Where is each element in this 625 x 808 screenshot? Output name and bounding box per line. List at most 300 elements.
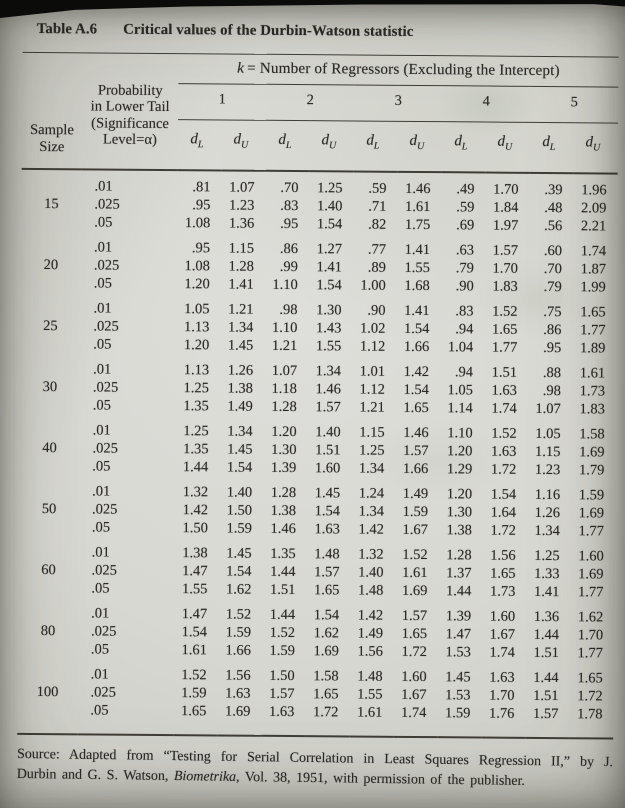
sample-size-value: 40 (42, 440, 57, 457)
critical-value: .82 (368, 216, 387, 233)
k-header-text: = Number of Regressors (Excluding the Intercept) (247, 59, 560, 80)
critical-value: 1.59 (269, 642, 295, 660)
d-symbol: d (366, 132, 374, 149)
k-column-1: 1 (178, 84, 266, 121)
critical-value: 1.04 (447, 339, 474, 356)
critical-value: 1.69 (401, 582, 428, 600)
critical-value: 1.66 (225, 642, 251, 659)
critical-value: 1.76 (488, 705, 515, 722)
significance-level-value: .01 (94, 178, 113, 195)
sample-size-value (18, 579, 78, 597)
critical-value: 1.65 (490, 565, 516, 582)
critical-value: 1.15 (228, 240, 255, 257)
critical-value: 1.41 (404, 241, 431, 259)
sample-size-header: Sample Size (22, 52, 83, 169)
dL-header-k4 (442, 122, 486, 173)
critical-value: 1.63 (314, 521, 340, 538)
critical-value: 1.77 (578, 523, 604, 540)
critical-value: 1.65 (313, 582, 340, 599)
k-regressors-header (178, 54, 618, 87)
critical-value: 1.54 (313, 607, 340, 624)
critical-value: .95 (280, 215, 299, 233)
critical-value: 1.01 (359, 363, 386, 380)
critical-value: 1.05 (447, 382, 474, 399)
sample-size-value (21, 292, 81, 317)
critical-value: 1.44 (533, 626, 560, 644)
source-note (17, 745, 613, 792)
significance-level-value: .01 (92, 483, 111, 500)
table-number: Table A.6 (36, 20, 98, 38)
critical-value: 1.70 (492, 260, 518, 277)
critical-value: .79 (543, 278, 562, 296)
critical-value: 1.34 (358, 503, 385, 520)
critical-value: 1.28 (446, 547, 472, 564)
critical-value: .59 (368, 180, 387, 197)
significance-level-value: .025 (93, 318, 119, 335)
significance-level-value: .025 (90, 623, 117, 640)
critical-value: 1.52 (402, 546, 428, 564)
critical-value: 1.47 (181, 606, 208, 623)
critical-value: 1.36 (533, 608, 560, 626)
critical-value: 1.28 (270, 484, 297, 502)
critical-value: 1.54 (316, 277, 342, 294)
dL-header-k1 (178, 120, 222, 171)
critical-value: .95 (543, 339, 562, 357)
critical-value: 1.65 (313, 686, 339, 703)
critical-value: 1.54 (181, 624, 208, 641)
critical-value: 1.96 (581, 182, 607, 199)
critical-value: 1.74 (580, 243, 607, 260)
durbin-watson-table (17, 52, 618, 740)
critical-value: 1.49 (227, 398, 253, 415)
d-subscript: L (549, 142, 556, 154)
critical-value: 1.77 (577, 645, 604, 662)
critical-value: 1.59 (181, 685, 207, 702)
critical-value: 1.07 (271, 362, 298, 380)
critical-value: 1.45 (227, 337, 254, 354)
critical-value: .88 (542, 364, 562, 382)
critical-value: 1.50 (269, 667, 295, 685)
critical-value: 1.74 (489, 644, 515, 661)
critical-value: 1.35 (183, 441, 209, 458)
critical-value: 1.54 (226, 563, 252, 580)
k-column-4: 4 (442, 86, 530, 123)
critical-value: 1.08 (184, 258, 210, 275)
critical-value: 1.05 (535, 425, 561, 443)
page-content (17, 0, 619, 789)
significance-level-value: .025 (90, 684, 117, 701)
critical-value: 1.34 (227, 423, 253, 440)
critical-value: 1.47 (182, 563, 208, 580)
critical-value: 1.54 (226, 459, 253, 476)
critical-value: 1.69 (313, 643, 339, 660)
d-symbol: d (409, 132, 418, 149)
critical-value: 1.13 (183, 319, 210, 336)
critical-value: 1.16 (534, 486, 561, 504)
d-subscript: L (461, 141, 468, 153)
table-caption: Critical values of the Durbin-Watson statistic (123, 21, 414, 40)
critical-value: 2.09 (581, 200, 607, 217)
critical-value: 1.51 (315, 442, 341, 459)
d-subscript: U (592, 142, 601, 154)
critical-value: .59 (456, 199, 475, 216)
critical-value: 1.23 (534, 461, 561, 479)
critical-value: 1.59 (226, 520, 252, 537)
critical-value: 1.59 (444, 705, 471, 722)
critical-value: 1.84 (492, 199, 519, 216)
source-line-2-text: Durbin and G. S. Watson, (16, 766, 175, 784)
significance-level-value: .01 (91, 605, 110, 622)
significance-level-value: .05 (93, 336, 112, 353)
critical-value: 1.99 (580, 279, 606, 296)
critical-value: 1.57 (314, 564, 340, 581)
critical-value: 1.08 (184, 215, 211, 232)
critical-value: 1.56 (357, 643, 383, 660)
critical-value: 1.72 (577, 688, 603, 705)
critical-value: 1.34 (534, 522, 560, 540)
critical-value: .95 (192, 197, 211, 214)
sample-size-value (19, 518, 79, 536)
critical-value: .86 (543, 321, 562, 339)
critical-value: 1.51 (269, 581, 296, 599)
d-symbol: d (585, 134, 594, 151)
critical-value: 1.38 (446, 522, 472, 539)
critical-value: .99 (279, 258, 298, 276)
critical-value: 1.38 (270, 502, 297, 520)
critical-value: .83 (455, 303, 474, 320)
critical-value: 1.12 (359, 381, 386, 398)
probability-header: Probability in Lower Tail (Significance Level=α) (82, 53, 179, 170)
k-column-2: 2 (266, 84, 354, 121)
critical-value: 1.42 (182, 502, 209, 519)
critical-value: .56 (544, 217, 563, 235)
critical-value: 1.61 (404, 198, 431, 216)
critical-value: 1.25 (317, 180, 343, 197)
critical-value: 1.63 (491, 443, 517, 460)
significance-level-value: .05 (91, 580, 110, 597)
critical-value: 1.58 (579, 426, 605, 443)
critical-value: 1.20 (183, 337, 210, 354)
significance-level-value: .025 (93, 257, 120, 274)
sample-size-value: 50 (41, 501, 57, 518)
significance-level-value: .05 (91, 519, 111, 536)
critical-value: 1.70 (577, 627, 604, 644)
critical-value: 1.74 (400, 704, 427, 722)
critical-value: 1.54 (403, 381, 430, 399)
critical-value: 1.23 (228, 197, 255, 214)
critical-value: 1.57 (492, 242, 519, 259)
critical-value: 1.59 (402, 503, 429, 521)
critical-value: 1.55 (315, 338, 342, 355)
critical-value: 1.67 (489, 626, 516, 643)
sample-size-value (20, 414, 80, 439)
critical-value: .70 (280, 179, 299, 197)
critical-value: 1.54 (403, 320, 430, 338)
sample-size-value (19, 457, 79, 475)
critical-value: 1.40 (315, 424, 341, 441)
significance-level-value: .05 (94, 214, 113, 231)
dU-header-k1 (222, 120, 266, 171)
significance-level-value: .025 (92, 379, 119, 396)
sample-size-value: 80 (40, 623, 56, 640)
critical-value: 1.63 (491, 382, 518, 399)
critical-value: 1.34 (315, 363, 342, 380)
critical-value: 1.61 (579, 365, 606, 382)
significance-level-value: .025 (91, 501, 118, 518)
critical-value: 1.39 (270, 459, 297, 477)
sample-size-value: 20 (43, 257, 59, 274)
critical-value: 1.42 (403, 363, 430, 381)
critical-value: 1.29 (446, 461, 473, 478)
critical-value: .81 (192, 179, 211, 196)
critical-value: 1.44 (269, 606, 296, 624)
critical-value: .70 (543, 260, 562, 278)
critical-value: 1.07 (535, 400, 561, 418)
critical-value: 1.35 (183, 398, 209, 415)
critical-value: 1.57 (532, 705, 559, 723)
critical-value: 1.44 (445, 583, 472, 600)
d-subscript: U (328, 140, 337, 152)
critical-value: 1.63 (489, 669, 515, 686)
critical-value: 1.20 (271, 423, 297, 441)
significance-level-value: .05 (92, 458, 111, 475)
significance-level-value: .01 (93, 239, 113, 256)
critical-value: 1.34 (227, 319, 254, 336)
critical-value: 1.65 (577, 670, 603, 687)
sample-size-value: 100 (36, 684, 59, 701)
sample-size-value (19, 536, 79, 561)
critical-value: 1.70 (493, 181, 519, 198)
data-row (17, 701, 613, 739)
sample-size-value (18, 640, 78, 658)
critical-value: 1.02 (359, 320, 386, 337)
critical-value: .98 (542, 382, 562, 400)
sample-size-value (20, 335, 80, 353)
critical-value: 1.60 (401, 668, 427, 686)
critical-value: 1.52 (492, 303, 518, 320)
critical-value: 1.46 (403, 424, 429, 442)
critical-value: 1.72 (401, 643, 427, 661)
critical-value: 1.21 (271, 337, 298, 355)
sample-size-value (20, 396, 80, 414)
critical-value: 1.28 (228, 258, 254, 275)
critical-value: .63 (455, 242, 475, 259)
critical-value: 1.65 (401, 625, 428, 643)
critical-value: 1.51 (533, 644, 559, 662)
critical-value: 1.74 (491, 400, 517, 417)
significance-level-value: .025 (91, 562, 117, 579)
critical-value: 1.70 (489, 687, 515, 704)
d-symbol: d (454, 133, 462, 150)
dU-header-k3 (398, 121, 442, 172)
critical-value: 1.77 (578, 584, 604, 601)
critical-value: .69 (456, 217, 475, 234)
d-subscript: U (416, 140, 425, 153)
significance-level-value: .01 (90, 666, 109, 683)
critical-value: 1.66 (402, 460, 429, 478)
critical-value: .83 (280, 197, 299, 215)
critical-value: 1.35 (270, 545, 296, 563)
critical-value: 1.53 (445, 644, 471, 661)
critical-value: 1.59 (578, 487, 605, 504)
d-subscript: U (504, 141, 513, 153)
critical-value: 1.34 (358, 460, 385, 477)
k-column-3: 3 (354, 85, 442, 122)
critical-value: .90 (455, 278, 474, 295)
dL-header-k2 (266, 120, 310, 171)
critical-value: 1.55 (357, 686, 383, 703)
sample-size-value: 25 (43, 318, 58, 335)
critical-value: 1.45 (227, 441, 253, 458)
critical-value: 1.73 (489, 583, 516, 600)
critical-value: 1.69 (224, 703, 251, 720)
sample-size-value: 60 (41, 562, 56, 579)
critical-value: 1.37 (446, 565, 472, 582)
critical-value: 1.32 (182, 484, 209, 501)
dU-header-k2 (310, 121, 354, 172)
critical-value: 1.44 (270, 563, 296, 581)
critical-value: .48 (544, 199, 563, 217)
critical-value: 1.54 (490, 486, 517, 503)
critical-value: 1.44 (533, 669, 559, 687)
critical-value: 1.83 (492, 278, 518, 295)
critical-value: 1.87 (580, 261, 607, 278)
sample-size-value (18, 658, 78, 683)
critical-value: 1.15 (359, 424, 385, 441)
critical-value: 1.83 (579, 401, 605, 418)
critical-value: 1.45 (226, 545, 252, 562)
critical-value: 1.52 (491, 425, 517, 442)
critical-value: 1.27 (316, 241, 343, 258)
critical-value: 1.54 (314, 503, 341, 520)
critical-value: 1.77 (580, 322, 606, 339)
critical-value: .94 (454, 364, 474, 381)
critical-value: 1.56 (490, 547, 516, 564)
critical-value: .60 (543, 242, 563, 260)
critical-value: 1.89 (579, 340, 606, 357)
critical-value: 1.68 (404, 277, 430, 295)
critical-value: 1.33 (534, 565, 560, 583)
critical-value: .49 (456, 181, 475, 198)
critical-value: 1.62 (577, 609, 604, 626)
critical-value: 1.48 (314, 546, 340, 563)
critical-value: 1.60 (489, 608, 516, 625)
critical-value: 1.50 (182, 520, 208, 537)
d-subscript: L (373, 140, 380, 152)
dL-header-k5 (530, 122, 574, 173)
critical-value: 1.46 (270, 520, 296, 538)
critical-value: 1.25 (183, 380, 210, 397)
critical-value: 1.48 (357, 668, 383, 685)
significance-level-value: .05 (90, 702, 109, 719)
critical-value: 1.51 (491, 364, 518, 381)
critical-value: 1.14 (447, 400, 473, 417)
critical-value: 1.72 (312, 704, 339, 721)
critical-value: 1.52 (181, 667, 207, 684)
critical-value: 1.41 (404, 302, 430, 320)
critical-value: 1.41 (316, 259, 342, 276)
critical-value: 1.55 (181, 581, 208, 598)
critical-value: 1.78 (577, 706, 603, 723)
critical-value: 1.65 (403, 399, 429, 417)
critical-value: 1.67 (402, 521, 428, 539)
significance-level-value: .01 (92, 422, 111, 439)
significance-level-value: .05 (93, 275, 112, 292)
critical-value: 1.13 (183, 362, 210, 379)
critical-value: 1.47 (445, 626, 472, 643)
critical-value: 1.64 (490, 504, 517, 521)
sample-size-value (17, 701, 77, 734)
critical-value: 1.55 (404, 259, 430, 277)
critical-value: 1.41 (533, 583, 560, 601)
critical-value: 1.66 (403, 338, 430, 356)
sample-size-value (19, 475, 79, 500)
critical-value: 1.57 (403, 442, 429, 460)
critical-value: 2.21 (580, 218, 607, 235)
critical-value: .77 (367, 241, 387, 258)
critical-value: 1.52 (225, 606, 252, 623)
d-subscript: L (285, 139, 292, 152)
critical-value: 1.21 (359, 399, 385, 416)
critical-value: .94 (455, 321, 474, 338)
critical-value: 1.50 (226, 502, 253, 519)
critical-value: 1.63 (225, 685, 251, 702)
critical-value: 1.60 (314, 460, 341, 477)
critical-value: 1.10 (271, 319, 298, 337)
critical-value: 1.51 (533, 687, 559, 705)
critical-value: 1.60 (578, 548, 604, 565)
critical-value: 1.20 (184, 276, 210, 293)
critical-value: 1.61 (402, 564, 428, 582)
source-line-1: Source: Adapted from “Testing for Serial Correlation in Least Squares Regression II,” by J. (16, 746, 614, 771)
critical-value: 1.40 (316, 198, 343, 215)
critical-value: 1.69 (579, 444, 605, 461)
critical-value: 1.65 (180, 703, 207, 720)
critical-value: 1.18 (271, 380, 298, 398)
critical-value: 1.62 (225, 581, 252, 598)
critical-value: 1.42 (358, 521, 384, 538)
critical-value: 1.53 (445, 687, 471, 704)
critical-value: 1.67 (401, 686, 427, 704)
d-symbol: d (278, 131, 286, 148)
d-symbol: d (233, 131, 242, 148)
critical-value: 1.58 (313, 668, 339, 685)
critical-value: 1.45 (314, 485, 341, 502)
critical-value: 1.79 (578, 462, 605, 479)
critical-value: 1.75 (404, 216, 431, 234)
k-symbol: k (237, 59, 245, 77)
critical-value: 1.12 (359, 338, 386, 355)
critical-value: 1.49 (402, 485, 429, 503)
significance-level-value: .01 (91, 544, 110, 561)
critical-value: 1.30 (316, 302, 342, 319)
critical-value: 1.72 (490, 522, 516, 539)
source-line-2-tail: , Vol. 38, 1951, with permission of the publisher. (236, 769, 526, 789)
sample-size-value (21, 274, 81, 292)
critical-value: 1.48 (357, 582, 384, 599)
sample-size-value: 30 (42, 379, 58, 396)
critical-value: 1.21 (228, 301, 254, 318)
critical-value: 1.73 (579, 383, 606, 400)
critical-value: 1.25 (359, 442, 385, 459)
significance-level-value: .01 (93, 361, 112, 378)
critical-value: 1.57 (269, 685, 295, 703)
critical-value: 1.40 (226, 484, 253, 501)
sample-size-value (21, 169, 81, 195)
critical-value: 1.26 (227, 362, 254, 379)
sample-size-value (18, 597, 78, 622)
critical-value: 1.72 (490, 461, 517, 478)
